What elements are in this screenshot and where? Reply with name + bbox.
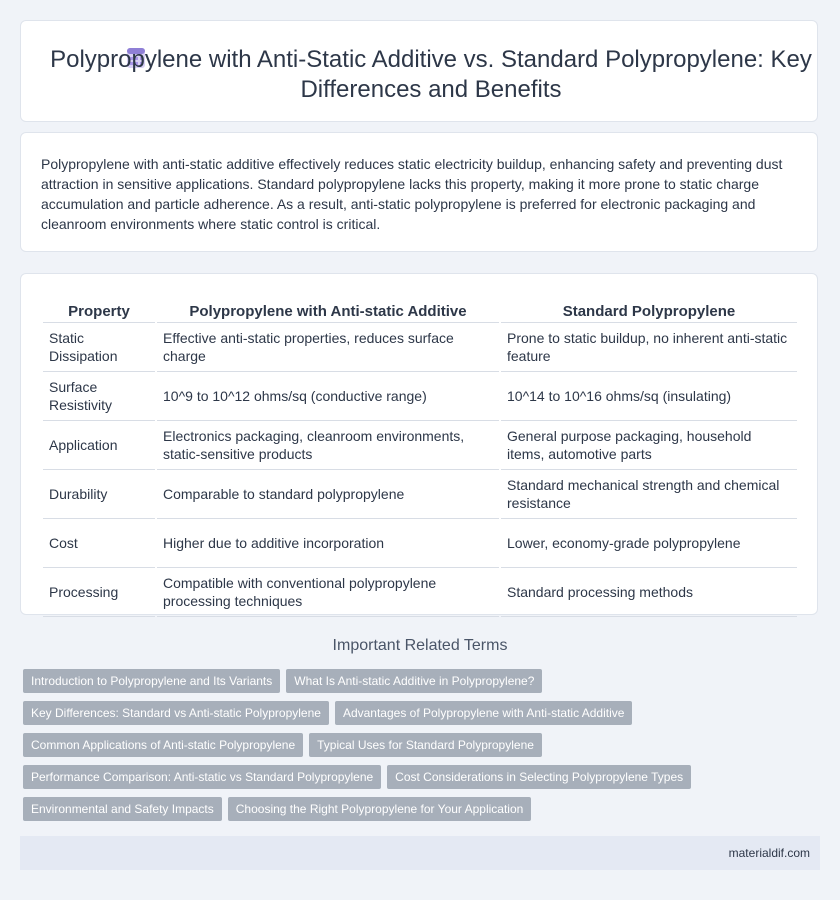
related-term-link[interactable]: Environmental and Safety Impacts (23, 797, 222, 821)
comparison-table (41, 295, 799, 617)
cell-anti-static: 10^9 to 10^12 ohms/sq (conductive range) (157, 372, 499, 421)
comparison-table-card (20, 273, 818, 615)
table-row (43, 519, 797, 568)
related-term-link[interactable]: Advantages of Polypropylene with Anti-static Additive (335, 701, 633, 725)
table-row (43, 470, 797, 519)
summary-card (20, 132, 818, 252)
cell-property: Cost (43, 519, 155, 568)
cell-property: Surface Resistivity (43, 372, 155, 421)
related-term-link[interactable]: Performance Comparison: Anti-static vs Standard Polypropylene (23, 765, 381, 789)
cell-standard: General purpose packaging, household items, automotive parts (501, 421, 797, 470)
header-property: Property (43, 295, 155, 323)
related-term-link[interactable]: Common Applications of Anti-static Polypropylene (23, 733, 303, 757)
related-term-link[interactable]: Choosing the Right Polypropylene for Your Application (228, 797, 532, 821)
cell-standard: Prone to static buildup, no inherent anti-static feature (501, 323, 797, 372)
header-anti-static: Polypropylene with Anti-static Additive (157, 295, 499, 323)
cell-anti-static: Effective anti-static properties, reduces surface charge (157, 323, 499, 372)
related-term-link[interactable]: Typical Uses for Standard Polypropylene (309, 733, 542, 757)
related-terms-list (23, 669, 813, 829)
cell-property: Static Dissipation (43, 323, 155, 372)
footer (20, 836, 820, 870)
cell-property: Application (43, 421, 155, 470)
page-title: Polypropylene with Anti-Static Additive vs. Standard Polypropylene: Key Differences and Benefits (50, 46, 812, 103)
related-term-link[interactable]: What Is Anti-static Additive in Polypropylene? (286, 669, 542, 693)
header-standard: Standard Polypropylene (501, 295, 797, 323)
title-card (20, 20, 818, 122)
related-terms-heading: Important Related Terms (332, 637, 508, 654)
table-header-row (43, 295, 797, 323)
cell-standard: Standard mechanical strength and chemical resistance (501, 470, 797, 519)
related-term-link[interactable]: Key Differences: Standard vs Anti-static Polypropylene (23, 701, 329, 725)
related-term-link[interactable]: Introduction to Polypropylene and Its Variants (23, 669, 280, 693)
cell-standard: Standard processing methods (501, 568, 797, 617)
cell-anti-static: Higher due to additive incorporation (157, 519, 499, 568)
cell-standard: 10^14 to 10^16 ohms/sq (insulating) (501, 372, 797, 421)
cell-anti-static: Comparable to standard polypropylene (157, 470, 499, 519)
cell-anti-static: Electronics packaging, cleanroom environments, static-sensitive products (157, 421, 499, 470)
table-row (43, 421, 797, 470)
related-term-link[interactable]: Cost Considerations in Selecting Polypropylene Types (387, 765, 691, 789)
summary-paragraph: Polypropylene with anti-static additive effectively reduces static electricity buildup, enhancing safety and preventing dust attraction in sensitive applications. Standard polypropylene lacks this property, making it more prone to static charge accumulation and particle adherence. As a result, anti-static polypropylene is preferred for electronic packaging and cleanroom environments where static control is critical. (41, 156, 783, 232)
table-row (43, 568, 797, 617)
table-row (43, 372, 797, 421)
cell-property: Durability (43, 470, 155, 519)
table-row (43, 323, 797, 372)
cell-standard: Lower, economy-grade polypropylene (501, 519, 797, 568)
cell-anti-static: Compatible with conventional polypropylene processing techniques (157, 568, 499, 617)
footer-site-link[interactable]: materialdif.com (728, 846, 810, 860)
cell-property: Processing (43, 568, 155, 617)
